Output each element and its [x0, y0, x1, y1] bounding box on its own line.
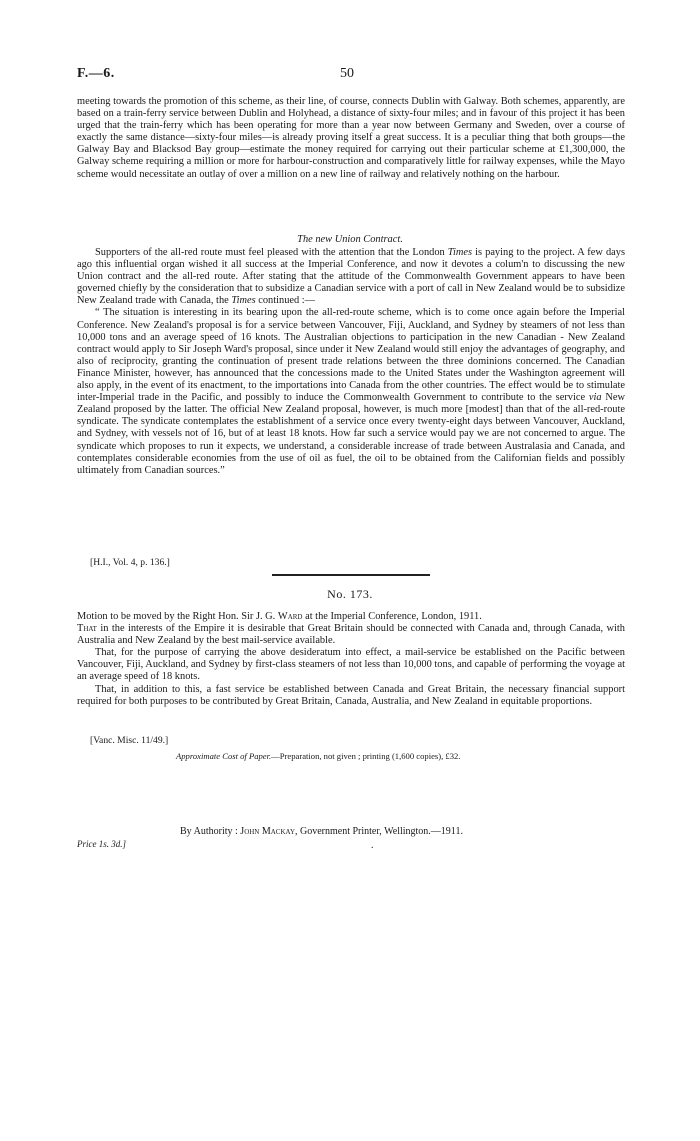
document-code: F.—6. [77, 66, 115, 81]
quote-via: via [588, 392, 602, 404]
motion-paragraph-2: That, for the purpose of carrying the above desideratum into effect, a mail-service be established on the Pacific between Vancouver, Fiji, Auckland, and Sydney by first-class steamers of not less than 10,000 tons, and capable of performing the voyage at an average speed of 18 knots. [77, 647, 625, 683]
intro-paragraph: meeting towards the promotion of this scheme, as their line, of course, connects Dublin with Galway. Both schemes, apparently, are based on a train-ferry service between Dublin and Holyhead, a distance of sixty-four miles; and in favour of this project it has been urged that the train-ferry which has been operating for more than a year now between Germany and Sweden, over a course of exactly the same distance—sixty-four miles—is already proving itself a great success. It is a peculiar thing that both groups—the Galway Bay and Blacksod Bay group—estimate the money required for carrying out their particular scheme at £1,300,000, the Galway scheme requiring a million or more for harbour-construction and comparatively little for railway expenses, while the Mayo scheme would necessitate an outlay of over a million on a new line of railway and relatively nothing on the harbour. [77, 96, 625, 180]
section-paragraph-part-c: continued :— [255, 295, 316, 307]
times-title: Times [447, 247, 473, 258]
section-heading: The new Union Contract. [297, 234, 403, 245]
section-paragraph-part-a: Supporters of the all-red route must feel pleased with the attention that the London [95, 247, 448, 258]
times-title-2: Times [231, 295, 256, 307]
section-paragraph [77, 247, 625, 307]
cost-label: Approximate Cost of Paper. [176, 751, 272, 761]
price: Price 1s. 3d.] [77, 839, 126, 849]
section-paragraph-part-b: is paying to the project. A few days ago this influential organ wished it all success at the Imperial Conference, and now it devotes a colum'n to discussing the new Union contract and the all-red route. After stating that the attitude of the Commonwealth Government appears to have been governed chiefly by the consideration that to subsidize a Canadian service with a port of call in New Zealand would be to subsidize New Zealand trade with Canada, the [77, 247, 625, 307]
motion-paragraph-1 [77, 623, 625, 647]
citation-1: [H.I., Vol. 4, p. 136.] [90, 557, 170, 568]
authority-label: By Authority : [180, 826, 241, 837]
quote-paragraph [77, 307, 625, 476]
printer-name: John Mackay [240, 826, 295, 837]
quote-part-b: New Zealand proposed by the latter. The official New Zealand proposal, however, is much more [modest] than that of the all-red-route syndicate. The syndicate contemplates the establishment of a service once every twenty-eight days between Vancouver, Auckland, and Sydney, with vessels not of 16, but of at least 18 knots. How far such a service would pay we are not concerned to argue. The syndicate which proposes to run it expects, we understand, a considerable increase of trade between Australasia and Canada, and contemplates considerable economies from the use of oil as fuel, the oil to be obtained from the Californian fields and possibly ultimately from Canadian sources.” [77, 392, 625, 476]
quote-part-a: “ The situation is interesting in its bearing upon the all-red-route scheme, which is to come once again before the Imperial Conference. New Zealand's proposal is for a service between Vancouver, Fiji, Auckland, and Sydney by steamers of not less than 10,000 tons and an average speed of 16 knots. The Australian objections to participation in the new Canadian - New Zealand contract would apply to Sir Joseph Ward's proposal, since under it New Zealand would still enjoy the advantages of geography, and also of reciprocity, granting the continuation of present trade relations between the three dominions concerned. The Canadian Finance Minister, however, has announced that the concessions made to the United States under the Washington agreement will also apply, in the event of its enactment, to the importations into Canada from the other countries. The effect would be to stimulate inter-Imperial trade in the Pacific, and possibly to induce the Commonwealth Government to contribute to the service [77, 307, 625, 404]
item-number-heading: No. 173. [327, 587, 373, 601]
printer-authority [180, 826, 463, 838]
section-body [77, 247, 625, 477]
page-number: 50 [340, 66, 354, 81]
motion-title [77, 611, 625, 623]
motion-name: Ward [277, 611, 303, 622]
motion-title-part-a: Motion to be moved by the Right Hon. Sir J. G. [77, 611, 278, 622]
that-word: That [77, 623, 97, 635]
cost-of-paper [176, 750, 460, 762]
motion-paragraph-1-text: in the interests of the Empire it is desirable that Great Britain should be connected with Canada and, through Canada, with Australia and New Zealand by the best mail-service available. [77, 623, 625, 647]
section-divider [272, 574, 430, 576]
cost-detail: —Preparation, not given ; printing (1,600 copies), £32. [271, 751, 461, 761]
motion-block [77, 611, 625, 708]
motion-title-part-b: at the Imperial Conference, London, 1911. [302, 611, 482, 622]
stray-dot: . [371, 840, 374, 851]
motion-paragraph-3: That, in addition to this, a fast service be established between Canada and Great Britain, the necessary financial support required for both purposes to be contributed by Great Britain, Canada, Australia, and New Zealand in equitable proportions. [77, 683, 625, 707]
citation-2: [Vanc. Misc. 11/49.] [90, 735, 169, 746]
printer-location: , Government Printer, Wellington.—1911. [295, 826, 463, 837]
intro-paragraph-block [77, 96, 625, 181]
